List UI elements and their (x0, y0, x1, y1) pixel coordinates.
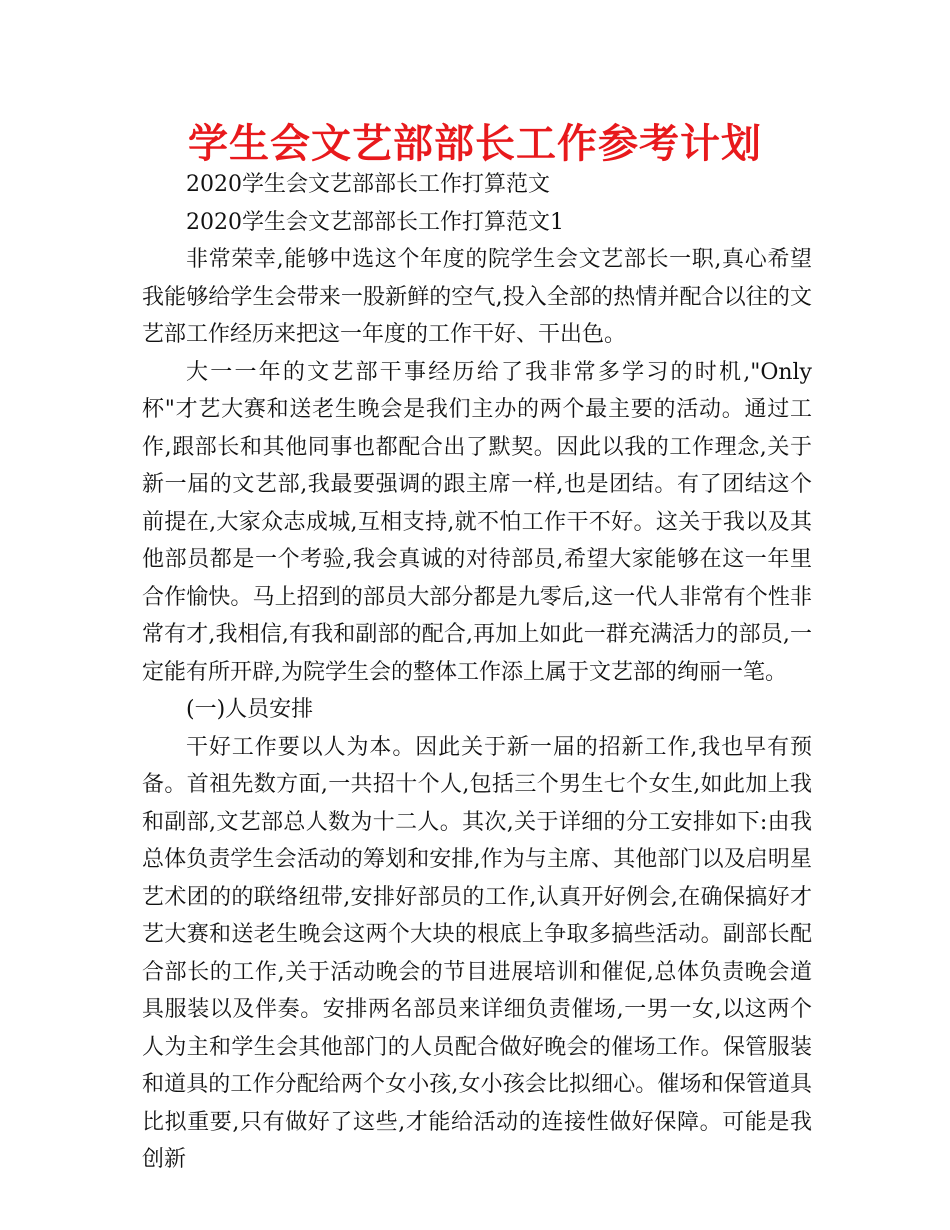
subtitle-line: 2020学生会文艺部部长工作打算范文1 (186, 209, 564, 235)
body-paragraph: 大一一年的文艺部干事经历给了我非常多学习的时机,"Only杯"才艺大赛和送老生晚会是我们主办的两个最主要的活动。通过工作,跟部长和其他同事也都配合出了默契。因此以我的工作理念,关于新一届的文艺部,我最要强调的跟主席一样,也是团结。有了团结这个前提在,大家众志成城,互相支持,就不怕工作干不好。这关于我以及其他部员都是一个考验,我会真诚的对待部员,希望大家能够在这一年里合作愉快。马上招到的部员大部分都是九零后,这一代人非常有个性非常有才,我相信,有我和副部的配合,再加上如此一群充满活力的部员,一定能有所开辟,为院学生会的整体工作添上属于文艺部的绚丽一笔。 (142, 359, 812, 685)
section-heading: (一)人员安排 (186, 697, 314, 722)
document-title: 学生会文艺部部长工作参考计划 (188, 121, 762, 167)
body-paragraph: 非常荣幸,能够中选这个年度的院学生会文艺部长一职,真心希望我能够给学生会带来一股新鲜的空气,投入全部的热情并配合以往的文艺部工作经历来把这一年度的工作干好、干出色。 (142, 247, 812, 347)
body-paragraph: 干好工作要以人为本。因此关于新一届的招新工作,我也早有预备。首祖先数方面,一共招十个人,包括三个男生七个女生,如此加上我和副部,文艺部总人数为十二人。其次,关于详细的分工安排如下:由我总体负责学生会活动的筹划和安排,作为与主席、其他部门以及启明星艺术团的的联络纽带,安排好部员的工作,认真开好例会,在确保搞好才艺大赛和送老生晚会这两个大块的根底上争取多搞些活动。副部长配合部长的工作,关于活动晚会的节目进展培训和催促,总体负责晚会道具服装以及伴奏。安排两名部员来详细负责催场,一男一女,以这两个人为主和学生会其他部门的人员配合做好晚会的催场工作。保管服装和道具的工作分配给两个女小孩,女小孩会比拟细心。催场和保管道具比拟重要,只有做好了这些,才能给活动的连接性做好保障。可能是我创新 (142, 734, 812, 1172)
document-body (142, 166, 812, 1179)
subtitle-line: 2020学生会文艺部部长工作打算范文 (186, 172, 550, 197)
